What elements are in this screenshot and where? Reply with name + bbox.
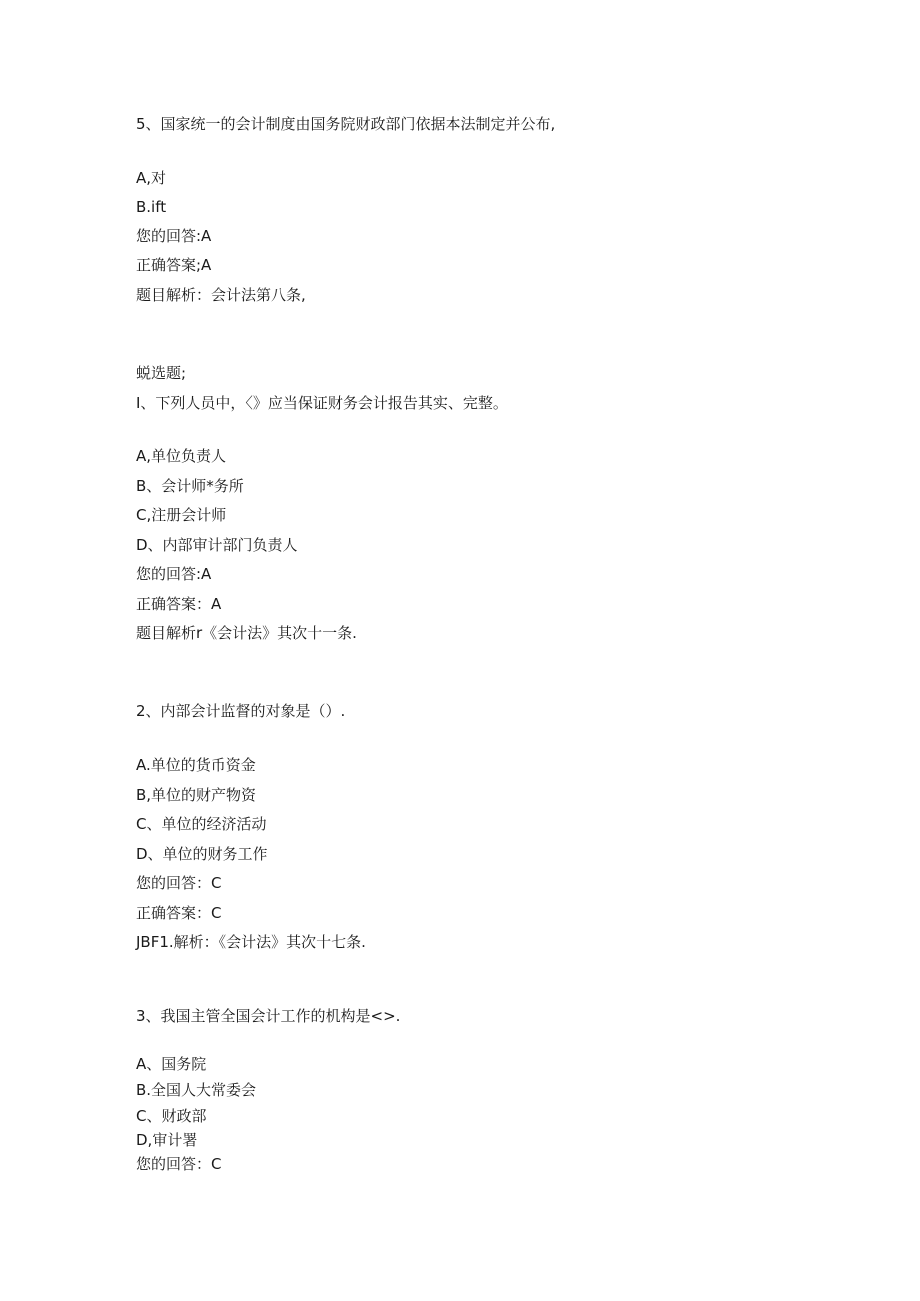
option-b: B、会计师*务所	[136, 477, 244, 495]
correct-answer: 正确答案：C	[136, 904, 222, 922]
correct-answer: 正确答案;A	[136, 256, 212, 274]
your-answer: 您的回答:A	[136, 227, 212, 245]
correct-answer: 正确答案：A	[136, 595, 222, 613]
option-a: A,对	[136, 169, 167, 187]
option-a: A,单位负责人	[136, 447, 227, 465]
your-answer: 您的回答：C	[136, 1155, 222, 1173]
option-c: C、单位的经济活动	[136, 815, 267, 833]
question-3-text: 3、我国主管全国会计工作的机构是<>.	[136, 1007, 401, 1025]
question-2-text: 2、内部会计监督的对象是（）.	[136, 702, 346, 720]
question-1-text: I、下列人员中，〈》应当保证财务会计报告其实、完整。	[136, 394, 508, 412]
option-c: C、财政部	[136, 1107, 207, 1125]
option-d: D、单位的财务工作	[136, 845, 268, 863]
question-5-text: 5、国家统一的会计制度由国务院财政部门依据本法制定并公布,	[136, 115, 556, 133]
section-heading: 蜕选题;	[136, 364, 187, 382]
explanation: 题目解析r《会计法》其次十一条.	[136, 624, 357, 642]
option-a: A.单位的货币资金	[136, 756, 256, 774]
explanation: 题目解析：会计法第八条,	[136, 286, 306, 304]
option-d: D、内部审计部门负责人	[136, 536, 298, 554]
option-b: B.全国人大常委会	[136, 1081, 257, 1099]
your-answer: 您的回答:A	[136, 565, 212, 583]
option-a: A、国务院	[136, 1055, 207, 1073]
option-b: B,单位的财产物资	[136, 786, 257, 804]
explanation: JBF1.解析：《会计法》其次十七条.	[136, 933, 366, 951]
option-b: B.ift	[136, 198, 167, 216]
option-c: C,注册会计师	[136, 506, 227, 524]
your-answer: 您的回答：C	[136, 874, 222, 892]
option-d: D,审计署	[136, 1131, 198, 1149]
